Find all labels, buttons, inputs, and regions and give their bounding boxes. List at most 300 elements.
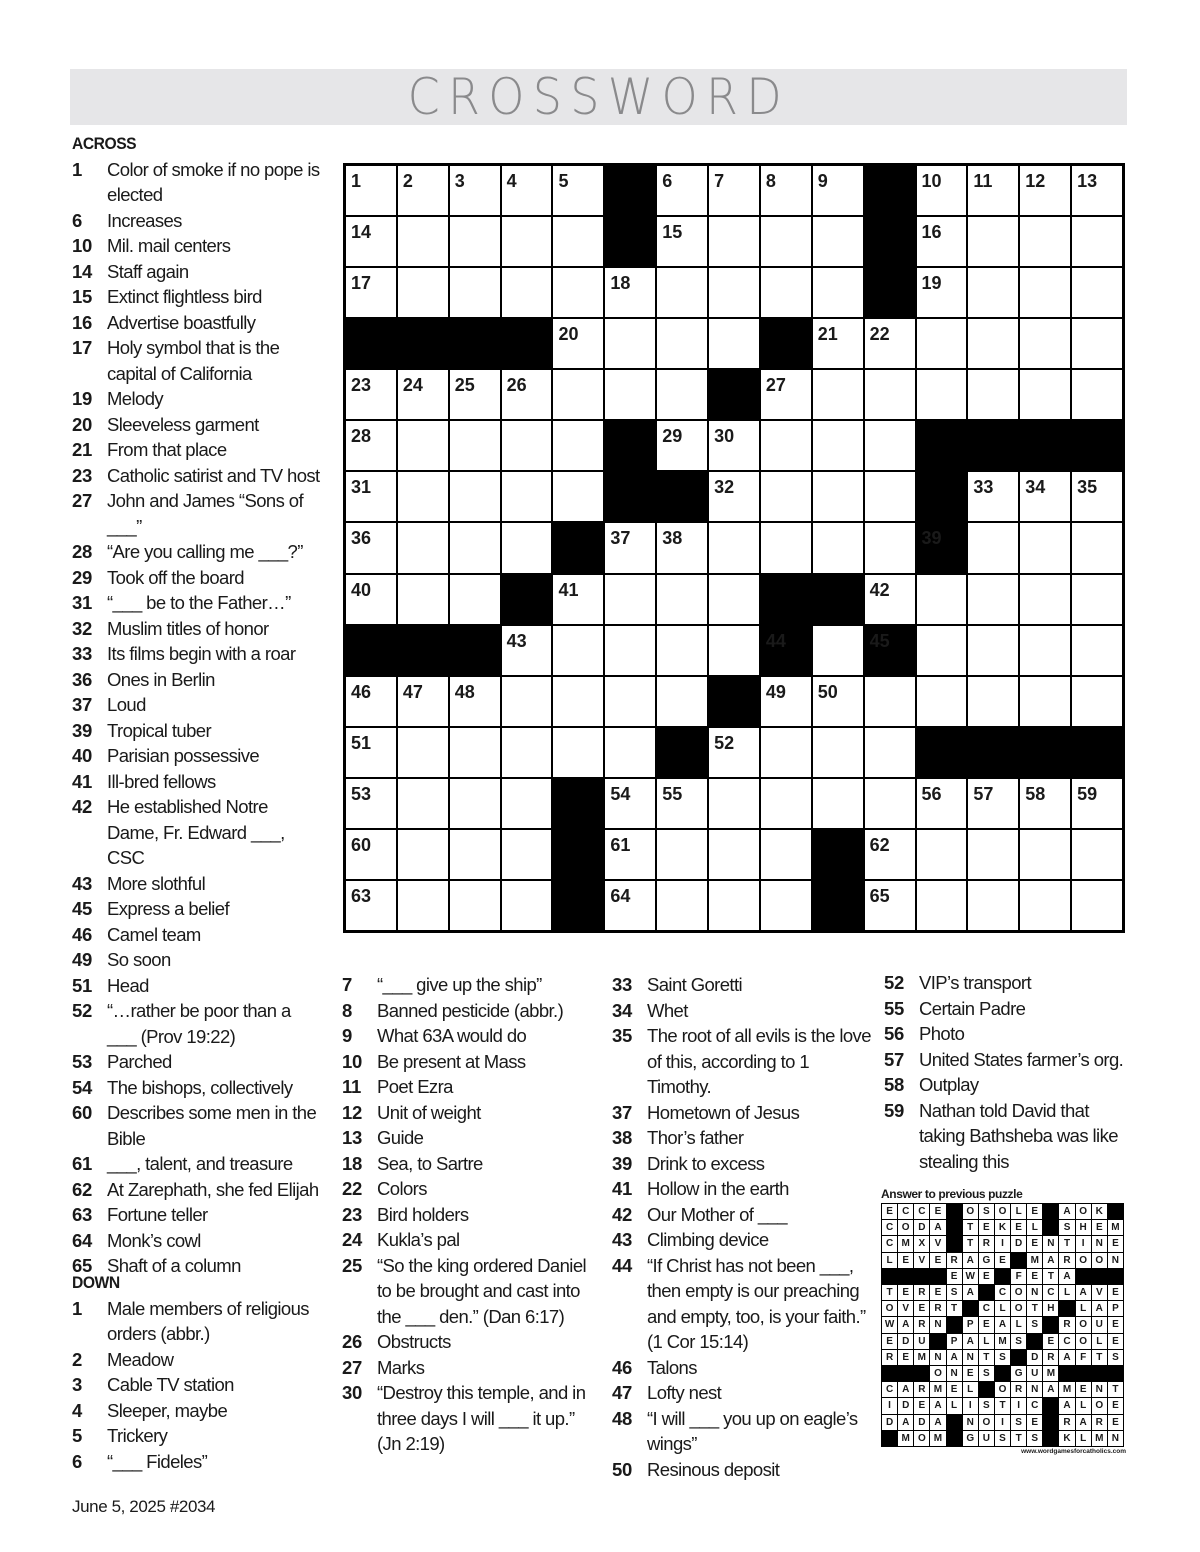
answer-cell: S <box>979 1204 994 1219</box>
clue-item <box>72 998 322 1049</box>
grid-cell[interactable] <box>346 728 396 777</box>
grid-cell[interactable] <box>502 626 552 675</box>
grid-cell[interactable] <box>502 217 552 266</box>
clue-item <box>72 1177 322 1203</box>
answer-cell: R <box>914 1317 929 1332</box>
clue-text: “___ be to the Father…” <box>107 592 291 613</box>
grid-cell[interactable] <box>657 881 707 930</box>
previous-answer-label: Answer to previous puzzle <box>881 1187 1023 1201</box>
grid-cell[interactable] <box>346 472 396 521</box>
grid-cell[interactable] <box>450 472 500 521</box>
answer-cell: S <box>979 1366 994 1381</box>
clue-item <box>72 259 322 285</box>
black-square <box>450 626 500 675</box>
grid-cell[interactable] <box>1020 166 1070 215</box>
grid-cell[interactable] <box>398 881 448 930</box>
grid-cell[interactable] <box>605 626 655 675</box>
grid-cell[interactable] <box>1072 677 1122 726</box>
grid-cell[interactable] <box>968 575 1018 624</box>
grid-cell[interactable] <box>865 575 915 624</box>
grid-cell[interactable] <box>709 523 759 572</box>
clue-number: 46 <box>72 923 92 945</box>
answer-black-square <box>995 1366 1010 1381</box>
page-title: CROSSWORD <box>407 68 790 126</box>
grid-cell[interactable] <box>865 728 915 777</box>
answer-cell: E <box>1027 1236 1042 1251</box>
cell-number: 46 <box>351 681 372 702</box>
grid-cell[interactable] <box>709 830 759 879</box>
clue-item <box>612 1023 872 1100</box>
grid-cell[interactable] <box>813 523 863 572</box>
grid-cell[interactable] <box>968 319 1018 368</box>
grid-cell[interactable] <box>968 166 1018 215</box>
clue-text: So soon <box>107 949 171 970</box>
grid-cell[interactable] <box>398 370 448 419</box>
grid-cell[interactable] <box>1020 268 1070 317</box>
grid-cell[interactable] <box>968 268 1018 317</box>
answer-black-square <box>947 1220 962 1235</box>
grid-cell[interactable] <box>450 779 500 828</box>
grid-cell[interactable] <box>346 523 396 572</box>
grid-cell[interactable] <box>502 421 552 470</box>
grid-cell[interactable] <box>709 319 759 368</box>
grid-cell[interactable] <box>968 779 1018 828</box>
answer-cell: C <box>1059 1334 1074 1349</box>
clue-number: 52 <box>72 1000 92 1021</box>
clue-number: 37 <box>72 694 92 715</box>
grid-cell[interactable] <box>709 728 759 777</box>
answer-black-square <box>1043 1220 1058 1235</box>
grid-cell[interactable] <box>709 421 759 470</box>
grid-cell[interactable] <box>813 166 863 215</box>
grid-cell[interactable] <box>968 523 1018 572</box>
grid-cell[interactable] <box>398 830 448 879</box>
black-square <box>709 370 759 419</box>
clue-text: “___ give up the ship” <box>377 974 542 995</box>
clue-text: Hometown of Jesus <box>647 1101 800 1123</box>
grid-cell[interactable] <box>865 421 915 470</box>
down-clues-col-1 <box>72 1270 322 1474</box>
grid-cell[interactable] <box>502 881 552 930</box>
grid-cell[interactable] <box>968 881 1018 930</box>
grid-cell[interactable] <box>917 830 967 879</box>
grid-cell[interactable] <box>657 677 707 726</box>
grid-cell[interactable] <box>709 575 759 624</box>
answer-cell: D <box>1011 1236 1026 1251</box>
grid-cell[interactable] <box>968 472 1018 521</box>
grid-cell[interactable] <box>1072 472 1122 521</box>
answer-black-square <box>995 1269 1010 1284</box>
black-square <box>761 575 811 624</box>
grid-cell[interactable] <box>657 523 707 572</box>
answer-cell: O <box>979 1415 994 1430</box>
cell-number: 42 <box>869 579 890 600</box>
black-square <box>1072 728 1122 777</box>
grid-cell[interactable] <box>346 217 396 266</box>
grid-cell[interactable] <box>450 370 500 419</box>
clue-text: Climbing device <box>647 1229 769 1250</box>
cell-number: 4 <box>506 171 517 191</box>
grid-cell[interactable] <box>1020 830 1070 879</box>
grid-cell[interactable] <box>1072 523 1122 572</box>
black-square <box>1072 421 1122 470</box>
clue-text: Banned pesticide (abbr.) <box>377 999 564 1021</box>
clue-text: Head <box>107 974 149 996</box>
grid-cell[interactable] <box>346 166 396 215</box>
grid-cell[interactable] <box>657 421 707 470</box>
grid-cell[interactable] <box>1072 779 1122 828</box>
clue-item <box>612 1125 872 1151</box>
grid-cell[interactable] <box>761 779 811 828</box>
grid-cell[interactable] <box>450 881 500 930</box>
answer-black-square <box>947 1317 962 1332</box>
grid-cell[interactable] <box>502 523 552 572</box>
grid-cell[interactable] <box>1072 830 1122 879</box>
grid-cell[interactable] <box>917 268 967 317</box>
grid-cell[interactable] <box>657 370 707 419</box>
grid-cell[interactable] <box>553 370 603 419</box>
down-clues-col-4 <box>884 970 1134 1174</box>
cell-number: 3 <box>454 171 465 191</box>
cell-number: 55 <box>662 783 683 804</box>
grid-cell[interactable] <box>761 166 811 215</box>
grid-cell[interactable] <box>605 268 655 317</box>
grid-cell[interactable] <box>813 472 863 521</box>
clue-number: 56 <box>884 1023 904 1044</box>
answer-black-square <box>882 1269 897 1284</box>
grid-cell[interactable] <box>346 779 396 828</box>
grid-cell[interactable] <box>1020 319 1070 368</box>
grid-cell[interactable] <box>813 319 863 368</box>
grid-cell[interactable] <box>1072 319 1122 368</box>
grid-cell[interactable] <box>709 472 759 521</box>
cell-number: 36 <box>351 528 372 549</box>
grid-cell[interactable] <box>553 166 603 215</box>
clue-text: Resinous deposit <box>647 1458 780 1480</box>
grid-cell[interactable] <box>346 830 396 879</box>
clue-item <box>612 1406 872 1457</box>
website-link[interactable]: www.wordgamesforcatholics.com <box>1021 1448 1126 1455</box>
answer-cell: P <box>963 1317 978 1332</box>
grid-cell[interactable] <box>1020 472 1070 521</box>
grid-cell[interactable] <box>450 166 500 215</box>
answer-black-square <box>947 1236 962 1251</box>
grid-cell[interactable] <box>450 523 500 572</box>
answer-cell: O <box>995 1382 1010 1397</box>
answer-cell: X <box>914 1236 929 1251</box>
grid-cell[interactable] <box>553 728 603 777</box>
cell-number: 50 <box>817 681 838 702</box>
grid-cell[interactable] <box>813 677 863 726</box>
grid-cell[interactable] <box>1072 626 1122 675</box>
grid-cell[interactable] <box>450 575 500 624</box>
answer-cell: S <box>1011 1334 1026 1349</box>
grid-cell[interactable] <box>865 881 915 930</box>
clue-text: Bird holders <box>377 1203 469 1225</box>
clue-number: 13 <box>342 1127 362 1148</box>
clue-text: At Zarephath, she fed Elijah <box>107 1178 319 1200</box>
grid-cell[interactable] <box>1072 166 1122 215</box>
grid-cell[interactable] <box>346 575 396 624</box>
clue-number: 42 <box>72 796 92 817</box>
grid-cell[interactable] <box>657 166 707 215</box>
clue-item <box>884 970 1134 996</box>
answer-cell: F <box>1076 1350 1091 1365</box>
answer-black-square <box>1108 1366 1123 1381</box>
clue-item <box>72 692 322 718</box>
grid-cell[interactable] <box>1072 881 1122 930</box>
grid-cell[interactable] <box>657 626 707 675</box>
answer-cell: N <box>963 1415 978 1430</box>
grid-cell[interactable] <box>398 472 448 521</box>
grid-cell[interactable] <box>813 268 863 317</box>
answer-cell: O <box>914 1431 929 1446</box>
grid-cell[interactable] <box>346 881 396 930</box>
grid-cell[interactable] <box>865 779 915 828</box>
clue-text: Shaft of a column <box>107 1255 241 1276</box>
grid-cell[interactable] <box>865 523 915 572</box>
grid-cell[interactable] <box>605 523 655 572</box>
grid-cell[interactable] <box>917 626 967 675</box>
grid-cell[interactable] <box>968 677 1018 726</box>
grid-cell[interactable] <box>553 268 603 317</box>
cell-number: 65 <box>869 885 890 906</box>
grid-cell[interactable] <box>1072 575 1122 624</box>
grid-cell[interactable] <box>450 728 500 777</box>
grid-cell[interactable] <box>968 626 1018 675</box>
clue-item <box>342 972 587 998</box>
grid-cell[interactable] <box>813 626 863 675</box>
clue-item <box>72 412 322 438</box>
grid-cell[interactable] <box>761 268 811 317</box>
cell-number: 41 <box>558 579 579 600</box>
grid-cell[interactable] <box>761 421 811 470</box>
grid-cell[interactable] <box>605 728 655 777</box>
grid-cell[interactable] <box>968 830 1018 879</box>
grid-cell[interactable] <box>813 421 863 470</box>
grid-cell[interactable] <box>917 575 967 624</box>
grid-cell[interactable] <box>709 217 759 266</box>
grid-cell[interactable] <box>1020 217 1070 266</box>
grid-cell[interactable] <box>346 268 396 317</box>
clue-number: 47 <box>612 1382 632 1403</box>
grid-cell[interactable] <box>605 881 655 930</box>
cell-number: 30 <box>714 426 735 447</box>
grid-cell[interactable] <box>813 370 863 419</box>
grid-cell[interactable] <box>502 166 552 215</box>
grid-cell[interactable] <box>657 217 707 266</box>
grid-cell[interactable] <box>553 319 603 368</box>
clue-item <box>342 1125 587 1151</box>
grid-cell[interactable] <box>502 728 552 777</box>
grid-cell[interactable] <box>605 677 655 726</box>
clue-text: “___ Fideles” <box>107 1450 208 1472</box>
cell-number: 14 <box>351 222 372 243</box>
grid-cell[interactable] <box>502 830 552 879</box>
grid-cell[interactable] <box>605 370 655 419</box>
grid-cell[interactable] <box>813 217 863 266</box>
black-square <box>605 217 655 266</box>
clue-number: 50 <box>612 1458 632 1480</box>
grid-cell[interactable] <box>398 677 448 726</box>
clue-number: 16 <box>72 311 92 333</box>
grid-cell[interactable] <box>346 677 396 726</box>
answer-cell: O <box>1076 1317 1091 1332</box>
grid-cell[interactable] <box>1072 370 1122 419</box>
answer-cell: C <box>898 1204 913 1219</box>
grid-cell[interactable] <box>761 472 811 521</box>
answer-cell: M <box>1059 1382 1074 1397</box>
answer-cell: A <box>1059 1398 1074 1413</box>
grid-cell[interactable] <box>761 523 811 572</box>
grid-cell[interactable] <box>553 217 603 266</box>
grid-cell[interactable] <box>605 830 655 879</box>
grid-cell[interactable] <box>1020 779 1070 828</box>
grid-cell[interactable] <box>761 881 811 930</box>
grid-cell[interactable] <box>709 881 759 930</box>
grid-cell[interactable] <box>1020 677 1070 726</box>
grid-cell[interactable] <box>1020 881 1070 930</box>
grid-cell[interactable] <box>450 268 500 317</box>
cell-number: 33 <box>973 477 994 498</box>
grid-cell[interactable] <box>968 370 1018 419</box>
clue-number: 64 <box>72 1229 92 1251</box>
cell-number: 43 <box>506 630 527 651</box>
clue-text: Camel team <box>107 923 201 945</box>
clue-number: 60 <box>72 1102 92 1123</box>
grid-cell[interactable] <box>1072 217 1122 266</box>
grid-cell[interactable] <box>1020 370 1070 419</box>
clue-item <box>612 1457 872 1483</box>
grid-cell[interactable] <box>502 370 552 419</box>
grid-cell[interactable] <box>450 217 500 266</box>
answer-cell: A <box>1059 1269 1074 1284</box>
grid-cell[interactable] <box>761 677 811 726</box>
grid-cell[interactable] <box>865 677 915 726</box>
grid-cell[interactable] <box>346 370 396 419</box>
clue-text: Sleeveless garment <box>107 413 259 435</box>
grid-cell[interactable] <box>605 319 655 368</box>
grid-cell[interactable] <box>917 217 967 266</box>
answer-cell: L <box>963 1382 978 1397</box>
clue-text: Its films begin with a roar <box>107 643 296 664</box>
grid-cell[interactable] <box>865 370 915 419</box>
grid-cell[interactable] <box>709 626 759 675</box>
clue-text: Express a belief <box>107 898 230 919</box>
grid-cell[interactable] <box>917 677 967 726</box>
answer-cell: T <box>1027 1301 1042 1316</box>
answer-cell: M <box>1108 1220 1123 1235</box>
clue-item <box>72 157 322 208</box>
grid-cell[interactable] <box>761 728 811 777</box>
grid-cell[interactable] <box>813 779 863 828</box>
grid-cell[interactable] <box>761 370 811 419</box>
answer-cell: T <box>947 1301 962 1316</box>
grid-cell[interactable] <box>502 779 552 828</box>
grid-cell[interactable] <box>450 677 500 726</box>
grid-cell[interactable] <box>553 421 603 470</box>
answer-cell: E <box>1027 1415 1042 1430</box>
grid-cell[interactable] <box>553 575 603 624</box>
grid-cell[interactable] <box>657 779 707 828</box>
black-square <box>761 626 811 675</box>
clue-number: 27 <box>72 490 92 511</box>
answer-cell: R <box>1092 1415 1107 1430</box>
grid-cell[interactable] <box>450 421 500 470</box>
answer-cell: R <box>914 1382 929 1397</box>
grid-cell[interactable] <box>657 575 707 624</box>
clue-number: 54 <box>72 1076 92 1098</box>
clue-number: 8 <box>342 999 352 1021</box>
grid-cell[interactable] <box>398 166 448 215</box>
grid-cell[interactable] <box>398 523 448 572</box>
grid-cell[interactable] <box>1020 523 1070 572</box>
grid-cell[interactable] <box>657 268 707 317</box>
grid-cell[interactable] <box>398 728 448 777</box>
grid-cell[interactable] <box>917 319 967 368</box>
clue-item <box>72 947 322 973</box>
cell-number: 40 <box>351 579 372 600</box>
clue-number: 35 <box>612 1025 632 1046</box>
grid-cell[interactable] <box>657 830 707 879</box>
grid-cell[interactable] <box>761 830 811 879</box>
grid-cell[interactable] <box>605 575 655 624</box>
answer-cell: F <box>1011 1269 1026 1284</box>
cell-number: 54 <box>610 783 631 804</box>
grid-cell[interactable] <box>502 472 552 521</box>
grid-cell[interactable] <box>865 830 915 879</box>
grid-cell[interactable] <box>398 779 448 828</box>
cell-number: 22 <box>869 324 890 345</box>
grid-cell[interactable] <box>917 779 967 828</box>
grid-cell[interactable] <box>709 166 759 215</box>
clue-number: 32 <box>72 617 92 639</box>
clue-item <box>612 972 872 998</box>
grid-cell[interactable] <box>398 268 448 317</box>
clue-text: Nathan told David that taking Bathsheba was like stealing this <box>919 1099 1118 1172</box>
grid-cell[interactable] <box>502 677 552 726</box>
grid-cell[interactable] <box>450 830 500 879</box>
grid-cell[interactable] <box>917 881 967 930</box>
grid-cell[interactable] <box>553 677 603 726</box>
grid-cell[interactable] <box>605 779 655 828</box>
grid-cell[interactable] <box>398 575 448 624</box>
answer-cell: A <box>1076 1415 1091 1430</box>
grid-cell[interactable] <box>1072 268 1122 317</box>
grid-cell[interactable] <box>553 626 603 675</box>
grid-cell[interactable] <box>1020 626 1070 675</box>
grid-cell[interactable] <box>346 421 396 470</box>
grid-cell[interactable] <box>553 472 603 521</box>
answer-cell: E <box>1043 1334 1058 1349</box>
grid-cell[interactable] <box>865 319 915 368</box>
grid-cell[interactable] <box>865 472 915 521</box>
grid-cell[interactable] <box>917 370 967 419</box>
grid-cell[interactable] <box>761 217 811 266</box>
grid-cell[interactable] <box>709 268 759 317</box>
grid-cell[interactable] <box>398 421 448 470</box>
grid-cell[interactable] <box>917 166 967 215</box>
grid-cell[interactable] <box>813 728 863 777</box>
grid-cell[interactable] <box>709 779 759 828</box>
clue-text: Cable TV station <box>107 1374 234 1395</box>
grid-cell[interactable] <box>502 268 552 317</box>
grid-cell[interactable] <box>657 319 707 368</box>
answer-cell: T <box>995 1398 1010 1413</box>
grid-cell[interactable] <box>398 217 448 266</box>
grid-cell[interactable] <box>968 217 1018 266</box>
grid-cell[interactable] <box>1020 575 1070 624</box>
